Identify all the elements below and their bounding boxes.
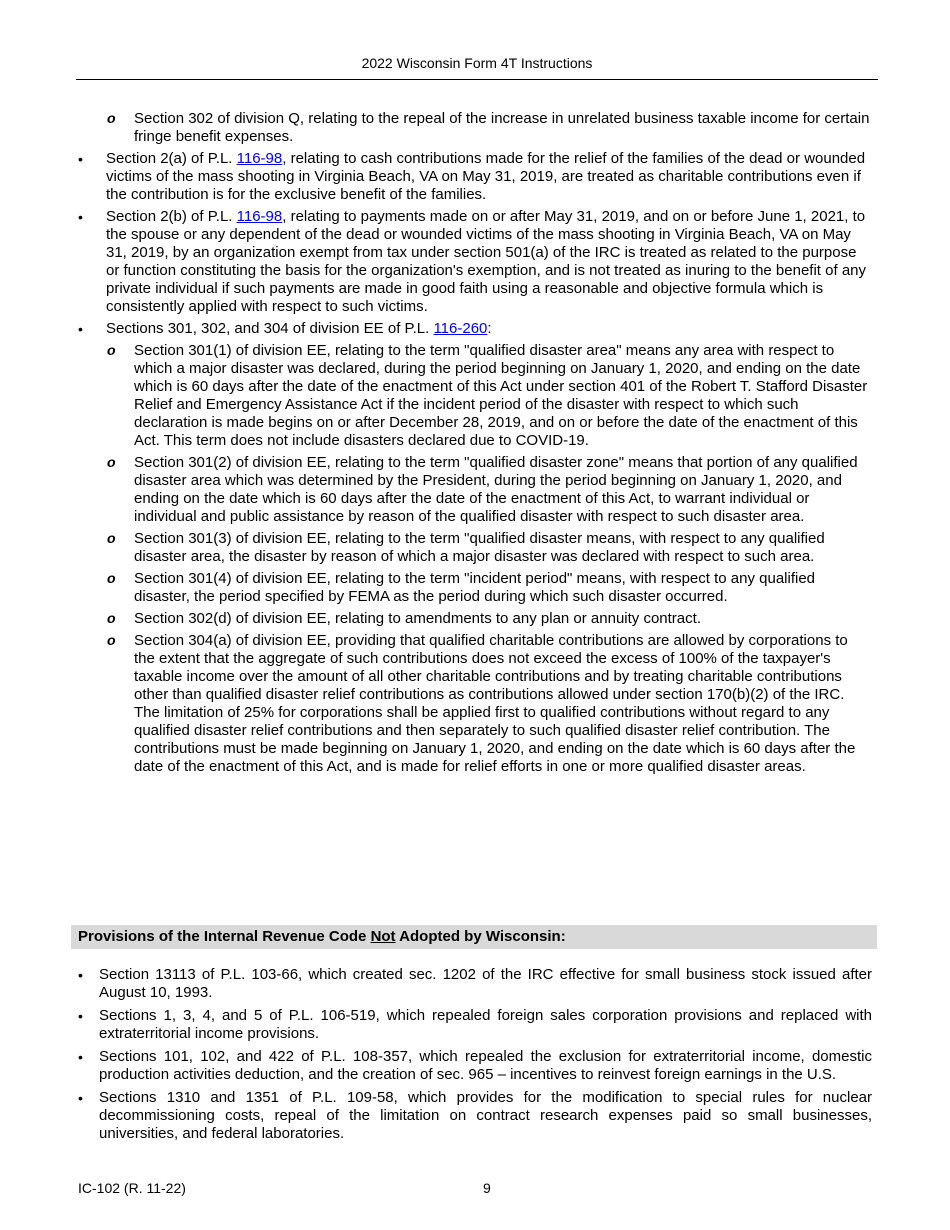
provisions-list <box>0 110 950 780</box>
page-header <box>76 55 878 80</box>
item-text: Section 301(1) of division EE, relating to the term "qualified disaster area" means any area with respect to which a major disaster was declared, during the period beginning on January 1, 2020, and ending on the date which is 60 days after the date of the enactment of this Act under section 401 of the Robert T. Stafford Disaster Relief and Emergency Assistance Act if the incident period of the disaster with respect to which such declaration is made begins on or after December 28, 2019, and on or before the date of the enactment of this Act. This term does not include disasters declared due to COVID-19. <box>134 342 868 449</box>
item-text: Section 304(a) of division EE, providing that qualified charitable contributions are allowed by corporations to the extent that the aggregate of such contributions does not exceed the excess of 100% of the taxpayer's taxable income over the amount of all other charitable contributions and by treating charitable contributions other than qualified disaster relief contributions as contributions allowed under section 170(b)(2) of the IRC. The limitation of 25% for corporations shall be applied first to qualified contributions without regard to any qualified disaster relief contributions and then separately to such qualified disaster relief contribution. The contributions must be made beginning on January 1, 2020, and ending on the date which is 60 days after the date of the enactment of this Act, and is made for relief efforts in one or more qualified disaster areas. <box>134 632 856 775</box>
not-adopted-item: • Sections 1, 3, 4, and 5 of P.L. 106-519, which repealed foreign sales corporation provisions and replaced with extraterritorial income provisions. <box>99 1007 872 1043</box>
not-adopted-item: • Section 13113 of P.L. 103-66, which created sec. 1202 of the IRC effective for small business stock issued after August 10, 1993. <box>99 966 872 1002</box>
item-text: Section 302 of division Q, relating to the repeal of the increase in unrelated business taxable income for certain fringe benefit expenses. <box>134 110 870 145</box>
not-adopted-item: • Sections 1310 and 1351 of P.L. 109-58, which provides for the modification to special rules for nuclear decommissioning costs, repeal of the limitation on contract research expenses paid so small businesses, universities, and federal laboratories. <box>99 1089 872 1143</box>
heading-text-post: Adopted by Wisconsin: <box>395 928 566 945</box>
footer-page-number: 9 <box>483 1180 491 1196</box>
law-link[interactable]: 116-98 <box>236 150 283 167</box>
law-link[interactable]: 116-260 <box>433 320 488 337</box>
sub-bullet-item <box>134 454 870 526</box>
bullet-item <box>106 208 866 316</box>
item-text: Section 301(3) of division EE, relating to the term "qualified disaster means, with respect to any qualified disaster area, the disaster by reason of which a major disaster was declared with respect to such area. <box>134 530 825 565</box>
sub-bullet-item <box>134 610 870 628</box>
not-adopted-item: • Sections 101, 102, and 422 of P.L. 108-357, which repealed the exclusion for extraterritorial income, domestic production activities deduction, and the creation of sec. 965 – incentives to reinvest foreign earnings in the U.S. <box>99 1048 872 1084</box>
item-text: : <box>487 320 492 337</box>
sub-bullet-item <box>134 632 870 776</box>
sub-bullet-item <box>134 570 870 606</box>
bullet-item <box>106 320 866 338</box>
item-text: , relating to payments made on or after May 31, 2019, and on or before June 1, 2021, to the spouse or any dependent of the dead or wounded victims of the mass shooting in Virginia Beach, VA on May 31, 2019, by an organization exempt from tax under section 501(a) of the IRC is treated as related to the purpose or function constituting the basis for the organization's exemption, and is not treated as inuring to the benefit of any private individual if such payments are made in good faith using a reasonable and objective formula which is consistently applied with respect to such victims. <box>106 208 866 315</box>
law-link[interactable]: 116-98 <box>236 208 283 225</box>
not-adopted-list <box>0 966 950 1148</box>
sub-bullet-item <box>134 530 870 566</box>
footer-form-id: IC-102 (R. 11-22) <box>78 1180 186 1196</box>
item-text: Section 2(a) of P.L. <box>106 150 237 167</box>
item-text: Section 301(4) of division EE, relating to the term "incident period" means, with respect to any qualified disaster, the period specified by FEMA as the period during which such disaster occurred. <box>134 570 816 605</box>
item-text: Section 301(2) of division EE, relating to the term "qualified disaster zone" means that portion of any qualified disaster area which was determined by the President, during the period beginning on January 1, 2020, and ending on the date which is 60 days after the date of the enactment of this Act, to warrant individual or individual and public assistance by reason of the qualified disaster with respect to such disaster area. <box>134 454 858 525</box>
item-text: , relating to cash contributions made for the relief of the families of the dead or wounded victims of the mass shooting in Virginia Beach, VA on May 31, 2019, are treated as charitable contributions even if the contribution is for the exclusive benefit of the families. <box>106 150 866 203</box>
bullet-item <box>106 150 866 204</box>
sub-bullet-item <box>134 110 870 146</box>
item-text: Section 302(d) of division EE, relating to amendments to any plan or annuity contract. <box>134 610 701 627</box>
heading-text-not: Not <box>370 928 396 945</box>
item-text: Section 2(b) of P.L. <box>106 208 237 225</box>
item-text: Sections 301, 302, and 304 of division EE of P.L. <box>106 320 434 337</box>
section-heading-not-adopted <box>71 925 877 949</box>
heading-text-pre: Provisions of the Internal Revenue Code <box>78 928 371 945</box>
header-title: 2022 Wisconsin Form 4T Instructions <box>361 55 593 71</box>
sub-bullet-item <box>134 342 870 450</box>
